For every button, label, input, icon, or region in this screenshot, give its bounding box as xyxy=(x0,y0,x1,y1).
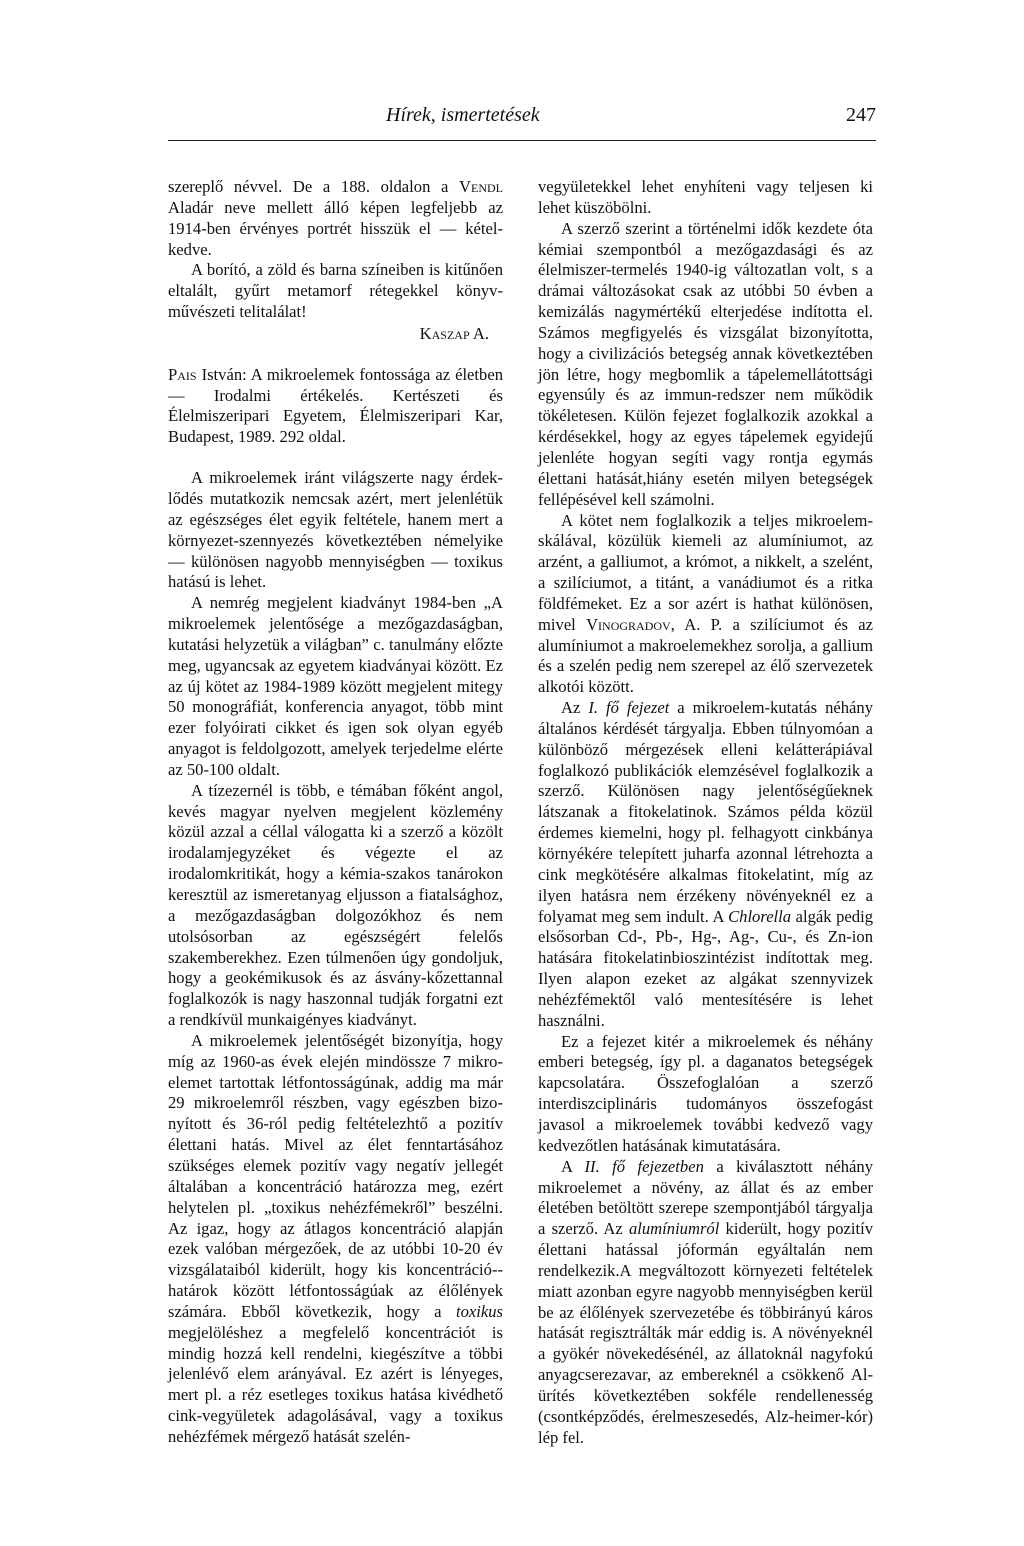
paragraph-chapter-two: A II. fő fejezetben a kiválasztott néhány mikroelemet a növény, az állat és az ember életében betöltött szerepe szempontjából tárgyalja a szerző. Az alumíniumról kiderült, hogy pozitív élettani hatással jóformán egyáltalán nem rendelkezik.A megváltozott környezeti feltételek miatt azonban egyre nagyobb mennyiségben kerül be az élőlények szervezetébe és többirányú káros hatását regisztrálták már eddig is. A növényeknél a gyökér növekedésénél, az állatoknál nagyfokú anyagcserezavar, az embereknél a csökkenő Al-ürítés következtében sokféle rendellenesség (csontképződés, érelmeszesedés, Alz-heimer-kór) lép fel. xyxy=(538,1156,873,1447)
page-header xyxy=(168,102,876,141)
paragraph-continued: szereplő névvel. De a 188. oldalon a Vendl Aladár neve mellett álló képen legfeljebb az 1914-ben érvényes portrét hisszük el — kételkedve. xyxy=(168,177,503,259)
paragraph-publication-history: A nemrég megjelent kiadványt 1984-ben „A mikroelemek jelentősége a mezőgazdaságban, kutatási helyzetük a világban” c. tanulmány előzte meg, ugyancsak az egyetem kiadványai között. Ez az új kötet az 1984-1989 között megjelent mitegy 50 monográfiát, konferencia anyagot, több mint ezer folyóirati cikket és igen sok olyan egyéb anyagot is feldolgozott, amelyek terjedelme elérte az 50-100 oldalt. xyxy=(168,593,503,779)
running-title: Hírek, ismertetések xyxy=(386,104,540,126)
paragraph-cover-remark: A borító, a zöld és barna színeiben is kitűnően eltalált, gyűrt metamorf rétegekkel könyvművészeti telitalálat! xyxy=(168,260,503,322)
reviewer-signature: Kaszap A. xyxy=(419,323,489,343)
paragraph-literature-selection: A tízezernél is több, e témában főként angol, kevés magyar nyelven megjelent közlemény közül azzal a céllal válogatta ki a szerző a közölt irodalamjegyzéket és végezte el az irodalomkritikát, hogy a kémia-szakos tanárokon keresztül az ismeretanyag eljusson a fiatalsághoz, a mezőgazdaságban dolgozókhoz és nem utolsósorban az egészségért felelős szakemberekhez. Ezen túlmenően úgy gondoljuk, hogy a geokémikusok és az ásvány-kőzettannal foglalkozók is nagy haszonnal tudják forgatni ezt a rendkívül munkaigényes kiadványt. xyxy=(168,780,503,1030)
paragraph-chapter-one: Az I. fő fejezet a mikroelem-kutatás néhány általános kérdését tárgyalja. Ebben túlnyomóan a különböző mérgezések elleni kelátterápiával foglalkozó publikációk elemzésével foglalkozik a szerző. Különösen nagy jelentőségűeknek látszanak a fitokelatinok. Számos példa közül érdemes kiemelni, hogy pl. felhagyott cinkbánya környékére telepített juharfa azonnal létrehozta a cink megkötésére alkalmas fitokelatint, míg az ilyen hatásra nem érzékeny növényeknél ez a folyamat meg sem indult. A Chlorella algák pedig elsősorban Cd-, Pb-, Hg-, Ag-, Cu-, és Zn-ion hatására fitokelatinbioszintézist indítottak meg. Ilyen alapon ezeket az algákat szennyvizek nehézfémektől való mentesítésére is lehet használni. xyxy=(538,698,873,1030)
paragraph-significance: A mikroelemek jelentőségét bizonyítja, hogy míg az 1960-as évek elején mindössze 7 mikroelemet tartottak létfontosságúnak, addig ma már 29 mikroelemről részben, vagy egészben bizonyított és 36-ról pedig feltételezhtő a pozitív élettani hatás. Mivel az élet fenntartásához szükséges elemek pozitív vagy negatív jellegét általában a koncentráció határozza meg, ezért helytelen pl. „toxikus nehézfémekről” beszélni. Az igaz, hogy az átlagos koncentráció alapján ezek valóban mérgezőek, de az utóbbi 10-20 év vizsgálataiból kiderült, hogy kis koncentráció--határok között létfontosságúak az élőlények számára. Ebből következik, hogy a toxikus megjelöléshez a megfelelő koncentrációt is mindig hozzá kell rendelni, kiegészítve a többi jelenlévő elem arányával. Ez azért is lényeges, mert pl. a réz esetleges toxikus hatása kivédhető cink-vegyületek adagolásával, vagy a toxikus nehézfémek mérgező hatását szelén- xyxy=(168,1030,503,1446)
page-number: 247 xyxy=(846,104,876,126)
paragraph-element-scope: A kötet nem foglalkozik a teljes mikroelemskálával, közülük kiemeli az alumíniumot, az arzént, a galliumot, a krómot, a nikkelt, a szelént, a szilíciumot, a titánt, a vanádiumot és a ritka földfémeket. Ez a sor azért is hathat különösen, mivel Vinogradov, A. P. a szilíciumot és az alumíniumot a makroelemekhez sorolja, a gallium és a szelén pedig nem szerepel az élő szervezetek alkotói között. xyxy=(538,510,873,697)
paragraph-intro: A mikroelemek iránt világszerte nagy érdeklődés mutatkozik nemcsak azért, mert jelenlétük az egészséges élet egyik feltétele, hanem mert a környezet-szennyezés következtében némelyike — különösen nagyobb mennyiségben — toxikus hatású is lehet. xyxy=(168,468,503,592)
biblio-author: Pais xyxy=(168,364,197,384)
author-name-vendl: Vendl xyxy=(459,177,503,196)
review-bibliographic-heading: Pais István: A mikroelemek fontossága az életben — Irodalmi értékelés. Kertészeti és Élelmiszeripari Egyetem, Élelmiszeripari Kar, Budapest, 1989. 292 oldal. xyxy=(168,364,503,447)
paragraph-continued-right: vegyületekkel lehet enyhíteni vagy teljesen ki lehet küszöbölni. xyxy=(538,177,873,217)
author-name-vinogradov: Vinogradov xyxy=(586,614,671,634)
paragraph-history: A szerző szerint a történelmi idők kezdete óta kémiai szempontból a mezőgazdasági és az élelmiszer-termelés 1940-ig változatlan volt, s a drámai változásokat csak az utóbbi 50 évben a kemizálás nagymértékű elterjedése indította el. Számos megfigyelés és vizsgálat bizonyította, hogy a civilizációs betegség annak következtében jön létre, hogy megbomlik a tápelemellátottsági egyensúly és az immun-redszer nem működik tökéletesen. Külön fejezet foglalkozik azokkal a kérdésekkel, hogy az egyes tápelemek egyidejű jelenléte hogyan segíti vagy rontja egymás élettani hatását,hiány esetén milyen betegségek fellépésével kell számolni. xyxy=(538,218,873,509)
left-column xyxy=(168,177,503,1448)
paragraph-diseases: Ez a fejezet kitér a mikroelemek és néhány emberi betegség, így pl. a daganatos betegségek kapcsolatára. Összefoglalóan a szerző interdiszciplináris tudományos összefogást javasol a mikroelemek további kedvező vagy kedvezőtlen hatásának kimutatására. xyxy=(538,1031,873,1155)
right-column xyxy=(538,177,873,1448)
